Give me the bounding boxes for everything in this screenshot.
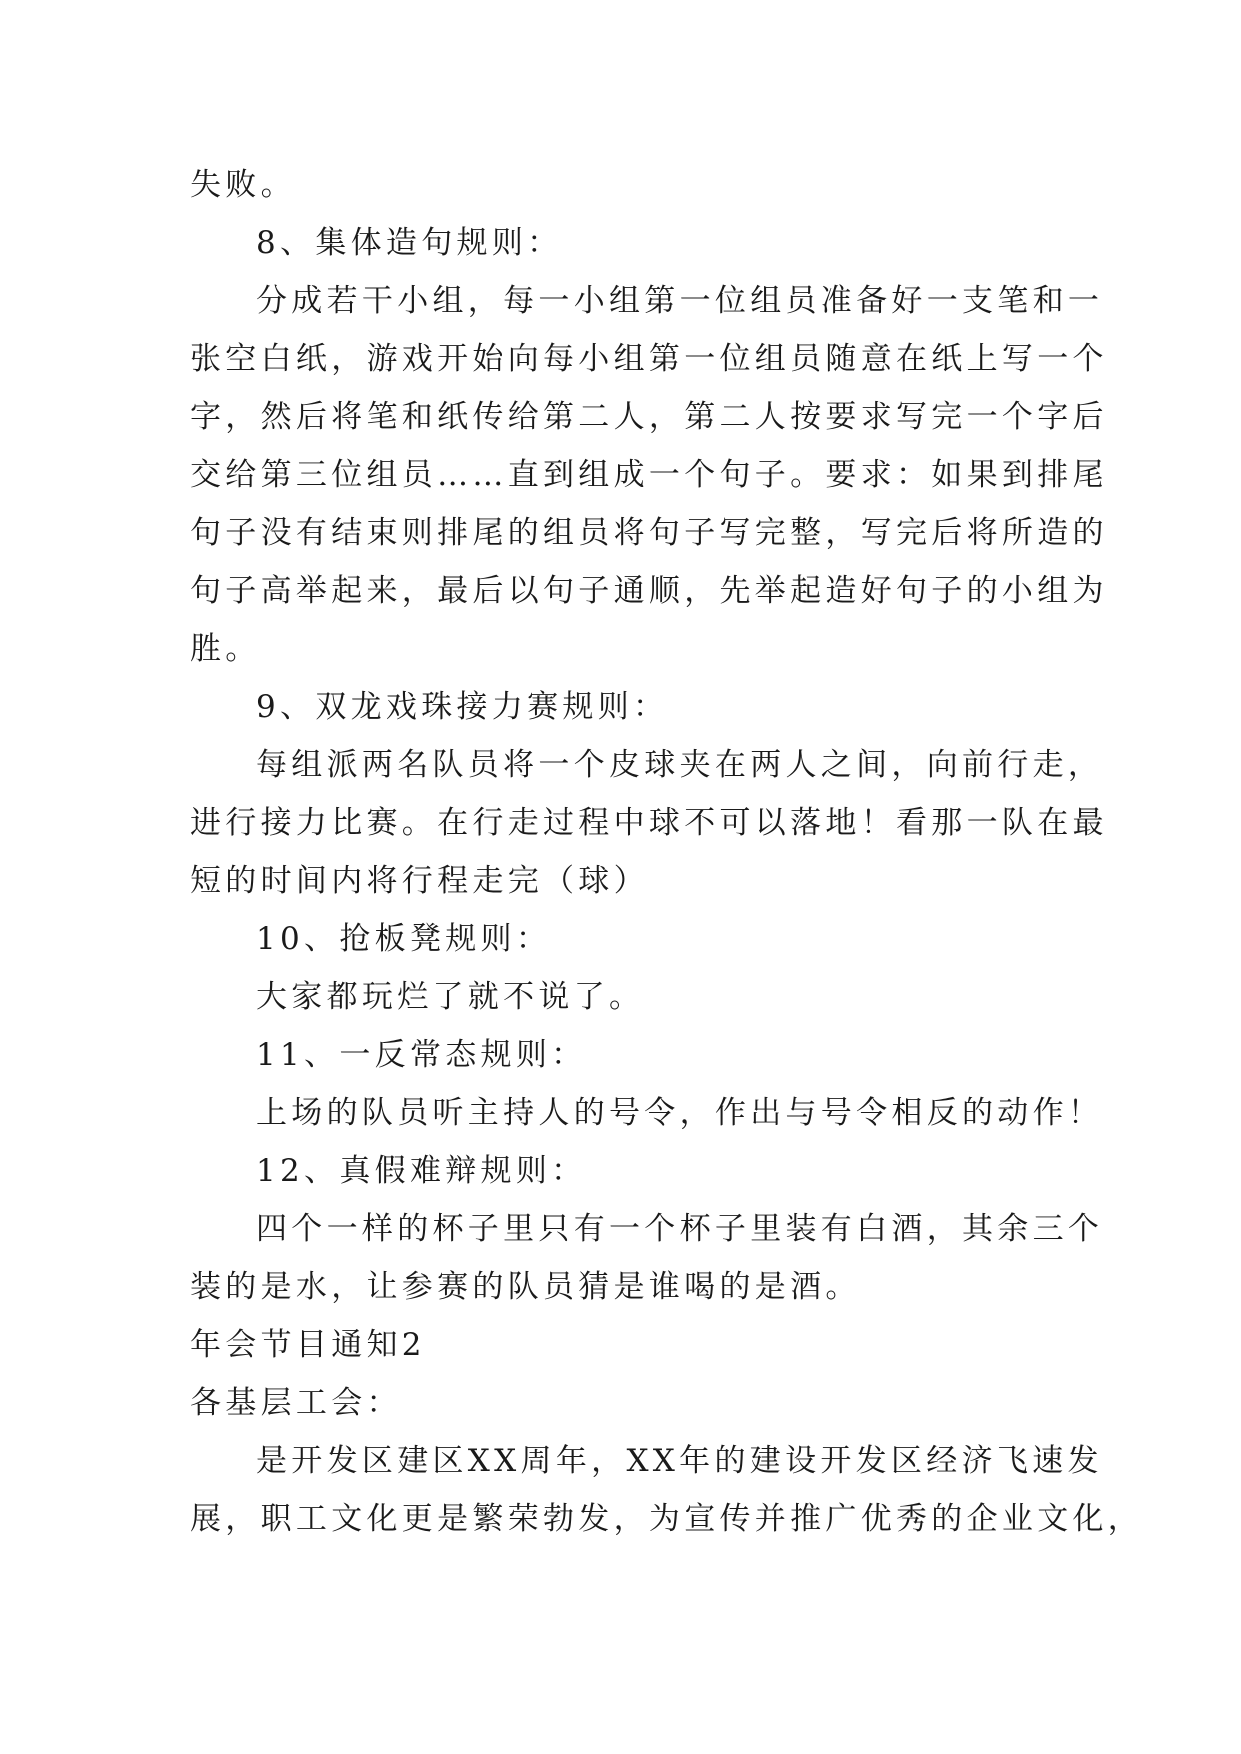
salutation: 各基层工会： [190,1385,402,1421]
text-line: 装的是水，让参赛的队员猜是谁喝的是酒。 [190,1269,861,1305]
document-body [190,156,1144,1548]
text-line: 交给第三位组员……直到组成一个句子。要求：如果到排尾 [190,457,1108,493]
text-line: 短的时间内将行程走完（球） [190,863,649,899]
text-line: 失败。 [190,167,296,203]
text-line: 是开发区建区XX周年，XX年的建设开发区经济飞速发 [256,1443,1103,1479]
section-heading-12: 12、真假难辩规则： [256,1153,587,1189]
text-line: 句子高举起来，最后以句子通顺，先举起造好句子的小组为 [190,573,1108,609]
text-line: 张空白纸，游戏开始向每小组第一位组员随意在纸上写一个 [190,341,1108,377]
section-heading-10: 10、抢板凳规则： [256,921,552,957]
section-heading-8: 8、集体造句规则： [256,225,563,261]
text-line: 大家都玩烂了就不说了。 [256,979,645,1015]
text-line: 分成若干小组，每一小组第一位组员准备好一支笔和一 [256,283,1104,319]
text-line: 句子没有结束则排尾的组员将句子写完整，写完后将所造的 [190,515,1108,551]
document-section-title: 年会节目通知2 [190,1327,426,1363]
text-line: 胜。 [190,631,261,667]
section-heading-11: 11、一反常态规则： [256,1037,587,1073]
text-line: 字，然后将笔和纸传给第二人，第二人按要求写完一个字后 [190,399,1108,435]
text-line: 上场的队员听主持人的号令，作出与号令相反的动作！ [256,1095,1104,1131]
text-line: 每组派两名队员将一个皮球夹在两人之间，向前行走， [256,747,1104,783]
text-line: 进行接力比赛。在行走过程中球不可以落地！看那一队在最 [190,805,1108,841]
text-line: 展，职工文化更是繁荣勃发，为宣传并推广优秀的企业文化， [190,1501,1144,1537]
section-heading-9: 9、双龙戏珠接力赛规则： [256,689,669,725]
text-line: 四个一样的杯子里只有一个杯子里装有白酒，其余三个 [256,1211,1104,1247]
